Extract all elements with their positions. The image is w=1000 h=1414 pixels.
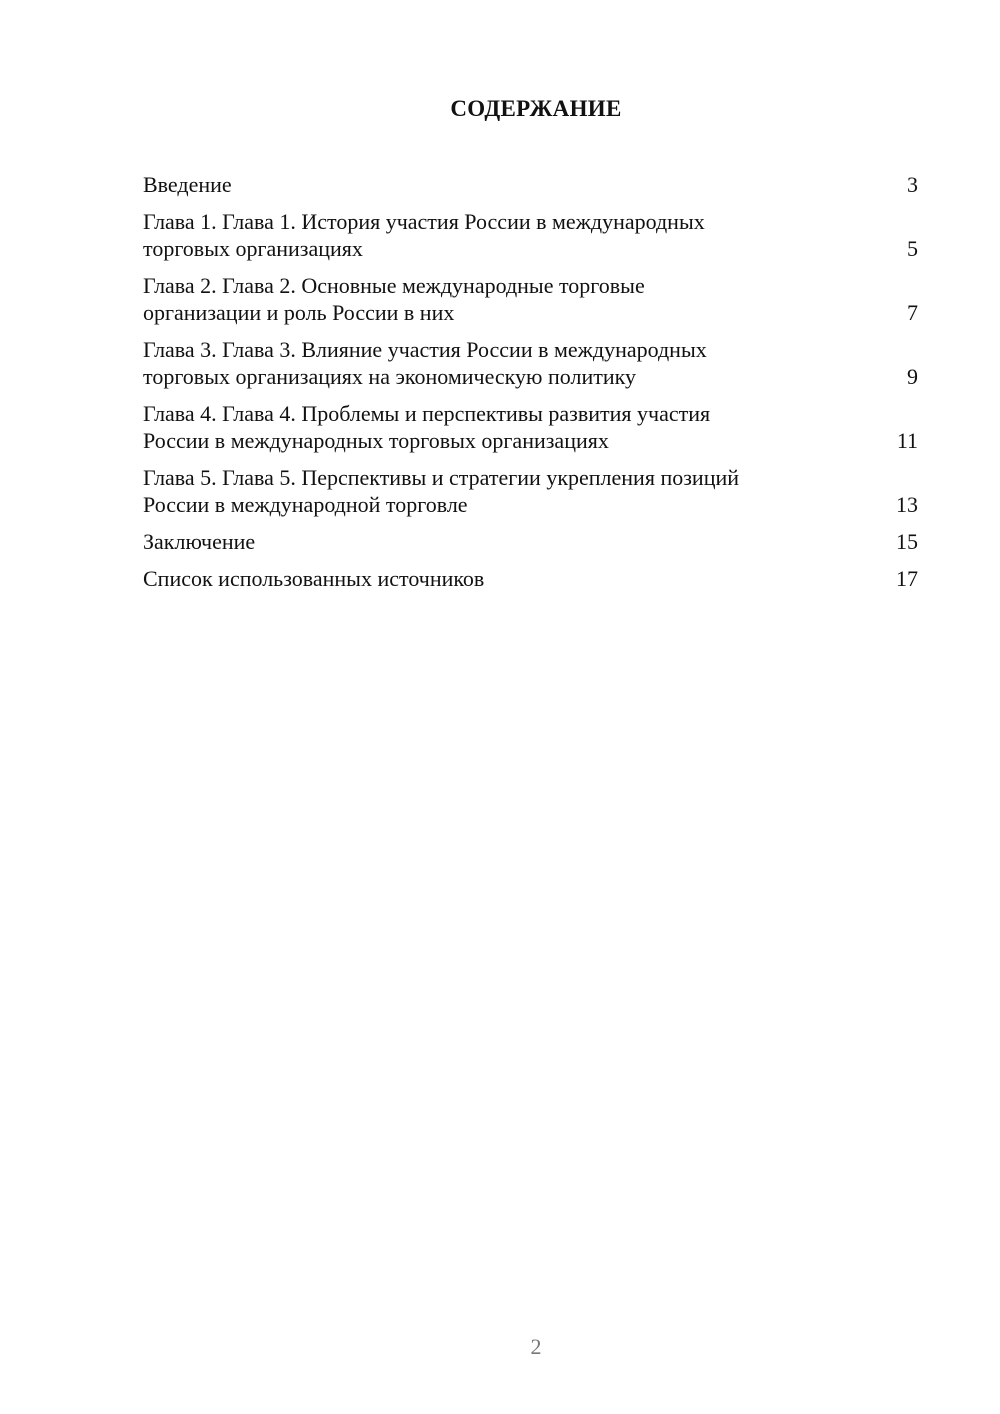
toc-entry-line: Глава 2. Глава 2. Основные международные торговые <box>143 273 645 298</box>
toc-entry-line: организации и роль России в них <box>143 300 455 325</box>
table-of-contents <box>143 171 918 602</box>
toc-entry-page: 15 <box>896 529 918 554</box>
toc-entry-text <box>143 272 888 326</box>
toc-entry-page: 9 <box>907 364 918 389</box>
toc-entry-page: 17 <box>896 566 918 591</box>
toc-entry-chapter-3[interactable] <box>143 336 918 390</box>
toc-entry-text <box>143 565 888 592</box>
toc-entry-text <box>143 400 888 454</box>
toc-entry-page: 7 <box>907 300 918 325</box>
toc-entry-text <box>143 464 888 518</box>
toc-entry-line: России в международной торговле <box>143 492 468 517</box>
toc-entry-references[interactable] <box>143 565 918 592</box>
toc-entry-line: Введение <box>143 172 232 197</box>
toc-entry-page: 3 <box>907 172 918 197</box>
toc-entry-line: Глава 3. Глава 3. Влияние участия России в международных <box>143 337 707 362</box>
toc-entry-chapter-2[interactable] <box>143 272 918 326</box>
toc-entry-line: торговых организациях на экономическую политику <box>143 364 636 389</box>
toc-entry-line: Глава 1. Глава 1. История участия России в международных <box>143 209 705 234</box>
toc-entry-page: 5 <box>907 236 918 261</box>
toc-title: СОДЕРЖАНИЕ <box>450 96 622 121</box>
toc-entry-chapter-5[interactable] <box>143 464 918 518</box>
toc-entry-line: России в международных торговых организациях <box>143 428 609 453</box>
toc-entry-page: 11 <box>896 428 918 453</box>
toc-entry-introduction[interactable] <box>143 171 918 198</box>
toc-entry-chapter-4[interactable] <box>143 400 918 454</box>
toc-entry-text <box>143 528 888 555</box>
toc-entry-page: 13 <box>896 492 918 517</box>
toc-entry-chapter-1[interactable] <box>143 208 918 262</box>
toc-entry-conclusion[interactable] <box>143 528 918 555</box>
toc-entry-line: Глава 5. Глава 5. Перспективы и стратегии укрепления позиций <box>143 465 740 490</box>
toc-entry-text <box>143 336 888 390</box>
toc-entry-text <box>143 208 888 262</box>
toc-entry-line: Список использованных источников <box>143 566 485 591</box>
toc-entry-line: торговых организациях <box>143 236 363 261</box>
toc-entry-line: Заключение <box>143 529 256 554</box>
page-number: 2 <box>530 1334 542 1359</box>
toc-entry-line: Глава 4. Глава 4. Проблемы и перспективы развития участия <box>143 401 711 426</box>
toc-entry-text <box>143 171 888 198</box>
